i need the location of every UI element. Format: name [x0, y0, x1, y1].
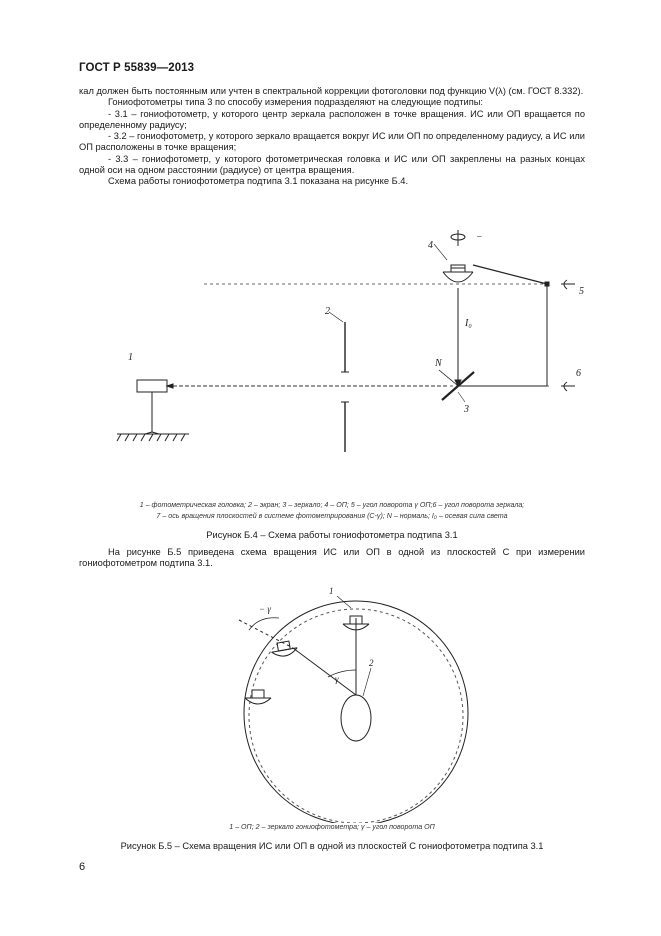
minus-gamma-line: [239, 620, 293, 648]
label-normal: N: [435, 358, 442, 369]
lamp-left-dome: [245, 698, 271, 704]
minus-gamma-arc: [249, 618, 279, 630]
figure-b4-diagram: [79, 222, 585, 492]
figure-b4-caption: Рисунок Б.4 – Схема работы гониофотометра подтипа 3.1: [206, 530, 458, 540]
label-6: 6: [576, 368, 581, 379]
paragraph-4: - 3.2 – гониофотометр, у которого зеркало вращается вокруг ИС или ОП по определенному радиусу, а ИС или ОП расположены в точке вращения;: [79, 131, 585, 153]
gamma-arc: [328, 670, 356, 677]
beam-arrow-icon: [167, 384, 173, 388]
label-1: 1: [329, 586, 334, 596]
leader-2: [363, 668, 371, 696]
page-number: 6: [79, 861, 86, 873]
paragraph-6: Схема работы гониофотометра подтипа 3.1 показана на рисунке Б.4.: [108, 176, 409, 187]
label-minus-gamma: − γ: [259, 604, 271, 614]
label-3: 3: [464, 404, 469, 415]
paragraph-2: Гониофотометры типа 3 по способу измерения подразделяют на следующие подтипы:: [108, 97, 483, 108]
paragraph-3: - 3.1 – гониофотометр, у которого центр зеркала расположен в точке вращения. ИС или ОП вращается по определенному радиусу;: [79, 108, 585, 130]
label-2: 2: [369, 658, 374, 668]
label-2: 2: [325, 306, 330, 317]
photometric-head-shape: [137, 380, 167, 392]
legend-line-1: 1 – фотометрическая головка; 2 – экран; 3 – зеркало; 4 – ОП; 5 – угол поворота γ ОП;6 – угол поворота зеркала;: [139, 501, 525, 509]
paragraph-1: кал должен быть постоянным или учтен в спектральной коррекции фотоголовки под функцию V(λ) (см. ГОСТ 8.332).: [79, 86, 584, 96]
label-5: 5: [579, 286, 584, 297]
figure-b4-legend: [79, 500, 585, 522]
lamp-left-socket: [252, 690, 264, 698]
figure-b5-legend: 1 – ОП; 2 – зеркало гониофотометра; γ – угол поворота ОП: [229, 823, 435, 831]
figure-b5-diagram: [79, 578, 585, 823]
document-header: ГОСТ Р 55839—2013: [79, 62, 195, 74]
lamp-dome-shape: [443, 272, 473, 282]
figure-b5-caption: Рисунок Б.5 – Схема вращения ИС или ОП в одной из плоскостей С гониофотометра подтипа 3.1: [120, 841, 544, 851]
mirror-ellipse: [341, 695, 371, 741]
leader-4: [434, 244, 447, 260]
paragraph-7: На рисунке Б.5 приведена схема вращения ИС или ОП в одной из плоскостей С при измерении гониофотометром подтипа 3.1.: [79, 547, 585, 569]
ground-hatch-icon: [117, 434, 185, 441]
normal-line: [439, 370, 457, 385]
lamp-arm-line: [473, 265, 547, 284]
body-text: [79, 86, 585, 188]
label-4: 4: [428, 240, 433, 251]
label-1: 1: [128, 352, 133, 363]
leader-3: [458, 392, 465, 402]
paragraph-5: - 3.3 – гониофотометр, у которого фотометрическая головка и ИС или ОП закреплены на разных концах одной оси на одном расстоянии (радиусе) от центра вращения.: [79, 153, 585, 176]
leader-2: [329, 312, 343, 322]
label-gamma: γ: [335, 674, 339, 684]
label-io: I₀: [465, 318, 472, 329]
legend-line-2: 7 – ось вращения плоскостей в системе фотометрирования (С-γ); N – нормаль; I₀ – осевая сила света: [156, 512, 508, 520]
label-minus: −: [476, 232, 483, 243]
lamp-ray-line: [293, 648, 356, 695]
